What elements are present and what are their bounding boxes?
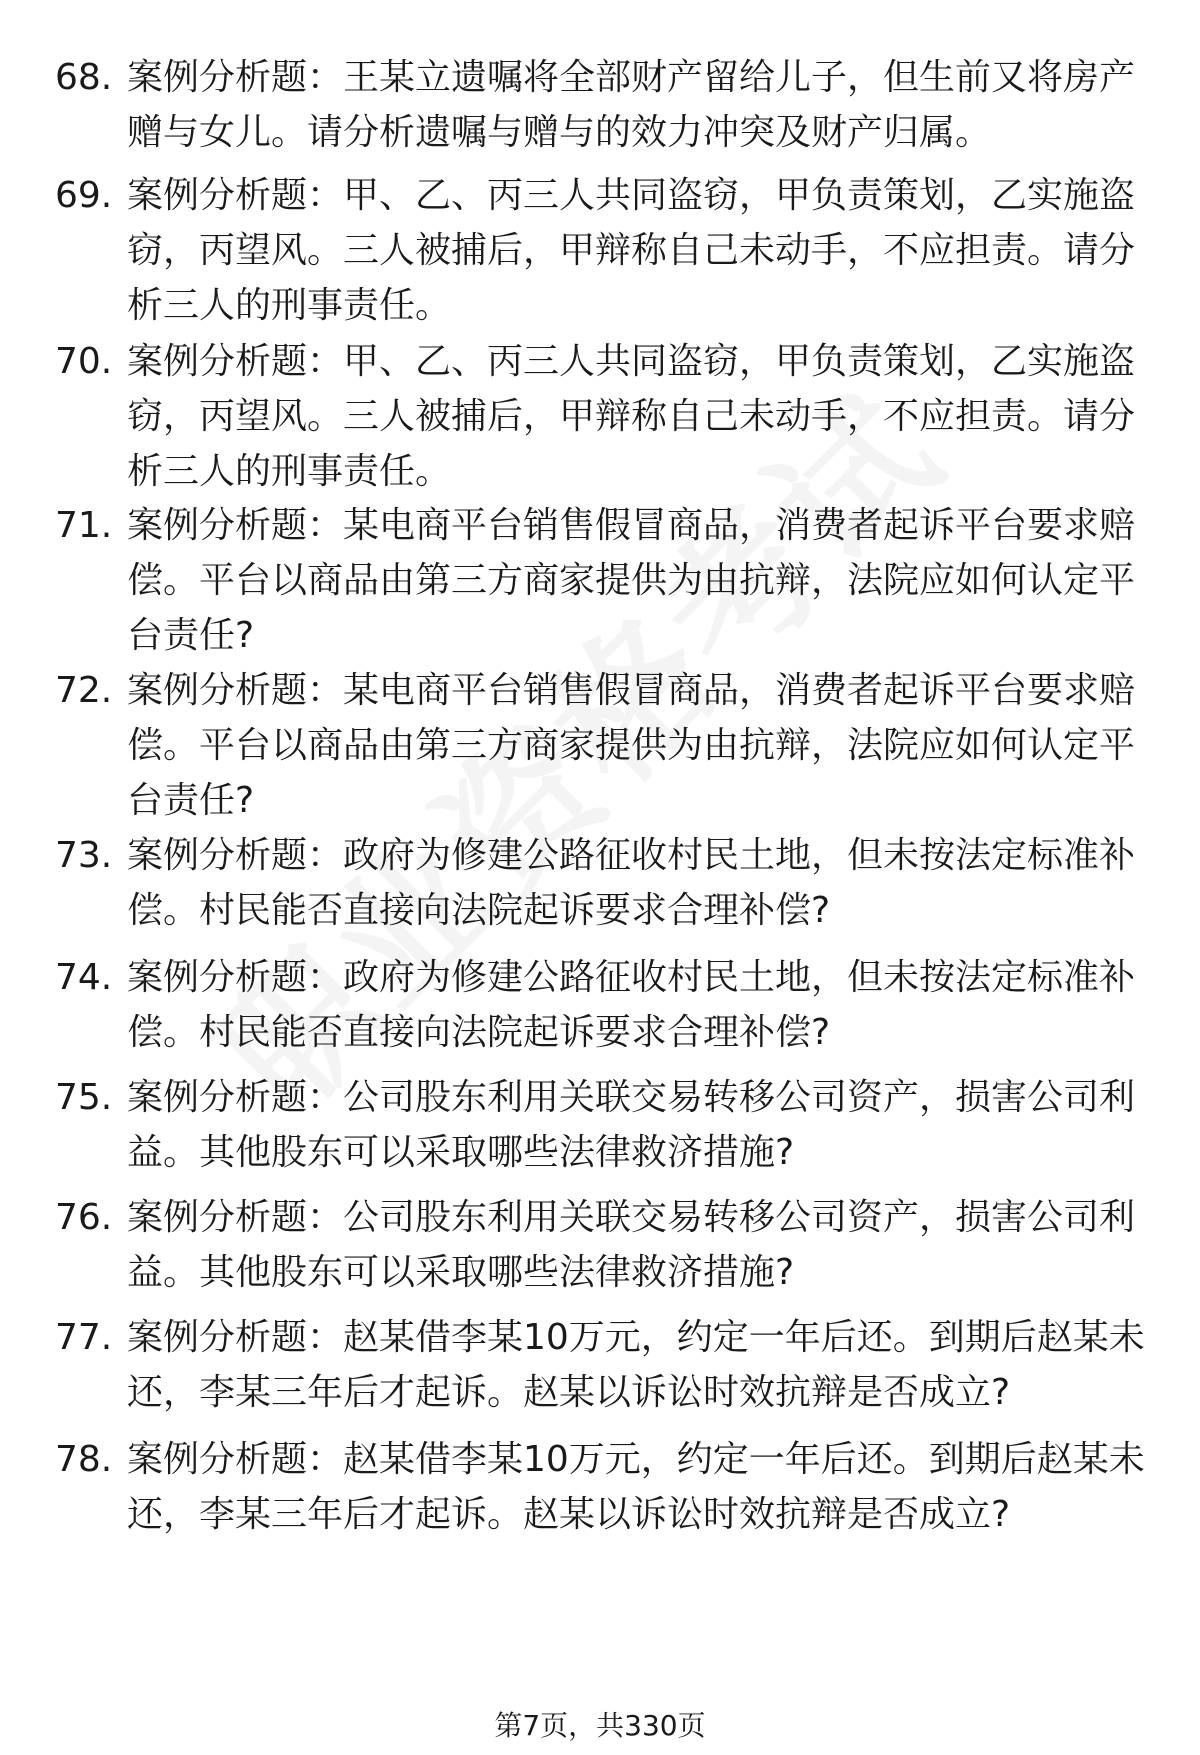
question-item	[55, 1070, 1145, 1180]
question-item	[55, 498, 1145, 663]
question-text: 案例分析题：公司股东利用关联交易转移公司资产，损害公司利益。其他股东可以采取哪些法律救济措施?	[127, 1077, 1136, 1173]
question-number: 77.	[55, 1317, 113, 1358]
question-number: 70.	[55, 341, 113, 382]
question-item	[55, 334, 1145, 499]
question-item	[55, 950, 1145, 1060]
question-text: 案例分析题：政府为修建公路征收村民土地，但未按法定标准补偿。村民能否直接向法院起诉要求合理补偿?	[127, 957, 1136, 1053]
question-item	[55, 663, 1145, 828]
question-text: 案例分析题：甲、乙、丙三人共同盗窃，甲负责策划，乙实施盗窃，丙望风。三人被捕后，甲辩称自己未动手，不应担责。请分析三人的刑事责任。	[127, 341, 1136, 492]
question-text: 案例分析题：政府为修建公路征收村民土地，但未按法定标准补偿。村民能否直接向法院起诉要求合理补偿?	[127, 835, 1136, 931]
question-number: 68.	[55, 57, 113, 98]
question-item	[55, 1190, 1145, 1300]
question-item	[55, 168, 1145, 333]
question-item	[55, 1310, 1145, 1420]
question-text: 案例分析题：公司股东利用关联交易转移公司资产，损害公司利益。其他股东可以采取哪些法律救济措施?	[127, 1197, 1136, 1293]
question-number: 76.	[55, 1197, 113, 1238]
question-text: 案例分析题：某电商平台销售假冒商品，消费者起诉平台要求赔偿。平台以商品由第三方商家提供为由抗辩，法院应如何认定平台责任?	[127, 670, 1136, 821]
question-text: 案例分析题：王某立遗嘱将全部财产留给儿子，但生前又将房产赠与女儿。请分析遗嘱与赠与的效力冲突及财产归属。	[127, 57, 1136, 153]
question-text: 案例分析题：某电商平台销售假冒商品，消费者起诉平台要求赔偿。平台以商品由第三方商家提供为由抗辩，法院应如何认定平台责任?	[127, 505, 1136, 656]
question-number: 71.	[55, 505, 113, 546]
question-text: 案例分析题：赵某借李某10万元，约定一年后还。到期后赵某未还，李某三年后才起诉。赵某以诉讼时效抗辩是否成立?	[127, 1317, 1145, 1413]
question-text: 案例分析题：赵某借李某10万元，约定一年后还。到期后赵某未还，李某三年后才起诉。赵某以诉讼时效抗辩是否成立?	[127, 1439, 1145, 1535]
question-item	[55, 1432, 1145, 1542]
question-number: 73.	[55, 835, 113, 876]
question-item	[55, 50, 1145, 160]
question-text: 案例分析题：甲、乙、丙三人共同盗窃，甲负责策划，乙实施盗窃，丙望风。三人被捕后，甲辩称自己未动手，不应担责。请分析三人的刑事责任。	[127, 175, 1136, 326]
question-number: 75.	[55, 1077, 113, 1118]
page-footer: 第7页，共330页	[494, 1709, 706, 1742]
question-item	[55, 828, 1145, 938]
question-number: 72.	[55, 670, 113, 711]
question-number: 74.	[55, 957, 113, 998]
question-number: 78.	[55, 1439, 113, 1480]
question-number: 69.	[55, 175, 113, 216]
